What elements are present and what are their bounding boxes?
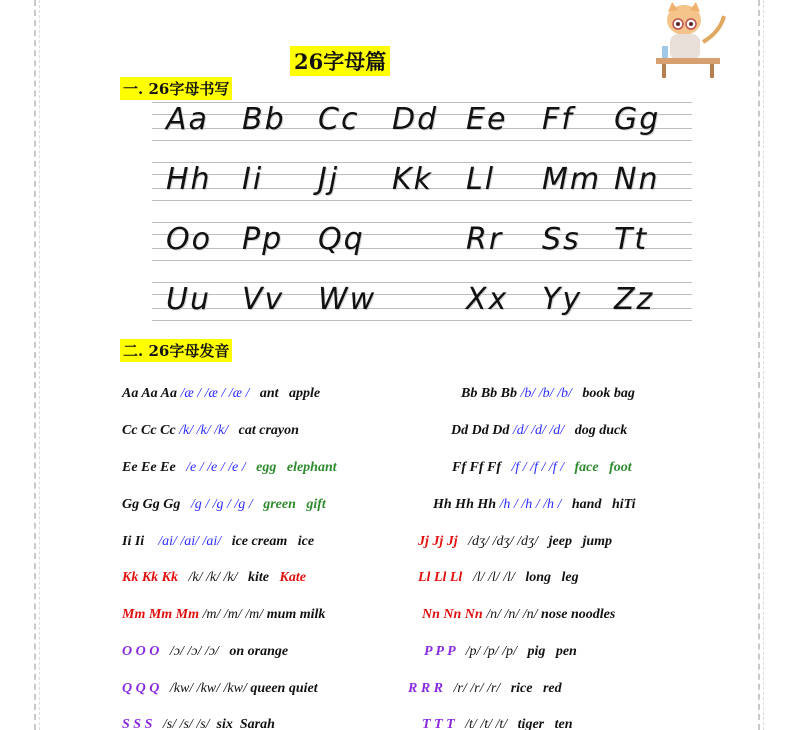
letter-pair: Kk — [392, 162, 434, 197]
phonics-entry-b: Bb Bb Bb /b/ /b/ /b/ book bag — [461, 386, 635, 401]
phonics-entry-g: Gg Gg Gg /g / /g / /g / green gift — [122, 497, 326, 512]
letter-pair: Rr — [466, 222, 504, 257]
phonics-entry-l: Ll Ll Ll /l/ /l/ /l/ long leg — [418, 570, 579, 585]
letter-pair: Ss — [542, 222, 581, 257]
phonics-entry-j: Jj Jj Jj /dʒ/ /dʒ/ /dʒ/ jeep jump — [418, 534, 613, 549]
phonics-entry-k: Kk Kk Kk /k/ /k/ /k/ kite Kate — [122, 570, 306, 585]
phonics-entry-p: P P P /p/ /p/ /p/ pig pen — [424, 644, 577, 659]
letter-pair: Bb — [242, 102, 286, 137]
phonics-entry-m: Mm Mm Mm /m/ /m/ /m/ mum milk — [122, 607, 326, 622]
letter-pair: Oo — [166, 222, 212, 257]
phonics-entry-d: Dd Dd Dd /d/ /d/ /d/ dog duck — [451, 423, 628, 438]
letter-pair: Zz — [614, 282, 655, 317]
letter-pair: Gg — [614, 102, 661, 137]
letter-pair: Ee — [466, 102, 508, 137]
letter-pair: Pp — [242, 222, 284, 257]
letter-pair: Jj — [318, 162, 340, 197]
phonics-entry-h: Hh Hh Hh /h / /h / /h / hand hiTi — [433, 497, 636, 512]
letter-pair: Qq — [318, 222, 365, 257]
phonics-entry-c: Cc Cc Cc /k/ /k/ /k/ cat crayon — [122, 423, 299, 438]
letter-pair: Yy — [542, 282, 583, 317]
letter-pair: Mm — [542, 162, 602, 197]
letter-pair: Aa — [166, 102, 209, 137]
letter-pair: Nn — [614, 162, 660, 197]
letter-pair: Tt — [614, 222, 649, 257]
letter-pair: Ww — [318, 282, 377, 317]
phonics-entry-t: T T T /t/ /t/ /t/ tiger ten — [422, 717, 573, 730]
phonics-entry-f: Ff Ff Ff /f / /f / /f / face foot — [452, 460, 632, 475]
phonics-entry-i: Ii Ii /ai/ /ai/ /ai/ ice cream ice — [122, 534, 315, 549]
letter-pair: Xx — [466, 282, 509, 317]
letter-pair: Ff — [542, 102, 574, 137]
letter-pair: Ii — [242, 162, 264, 197]
page-title: 26字母篇 — [290, 46, 390, 76]
letter-pair: Hh — [166, 162, 212, 197]
letter-pair: Uu — [166, 282, 211, 317]
letter-pair: Vv — [242, 282, 285, 317]
phonics-entry-s: S S S /s/ /s/ /s/ six Sarah — [122, 717, 275, 730]
phonics-entry-q: Q Q Q /kw/ /kw/ /kw/ queen quiet — [122, 681, 318, 696]
letter-pair: Ll — [466, 162, 496, 197]
phonics-entry-e: Ee Ee Ee /e / /e / /e / egg elephant — [122, 460, 337, 475]
phonics-entry-o: O O O /ɔ/ /ɔ/ /ɔ/ on orange — [122, 644, 289, 659]
phonics-entry-n: Nn Nn Nn /n/ /n/ /n/ nose noodles — [422, 607, 616, 622]
phonics-entry-r: R R R /r/ /r/ /r/ rice red — [408, 681, 562, 696]
letter-pair: Dd — [392, 102, 439, 137]
section-heading-pronunciation: 二. 26字母发音 — [120, 339, 232, 362]
section-heading-writing: 一. 26字母书写 — [120, 77, 232, 100]
phonics-entry-a: Aa Aa Aa /æ / /æ / /æ / ant apple — [122, 386, 321, 401]
letter-pair: Cc — [318, 102, 360, 137]
